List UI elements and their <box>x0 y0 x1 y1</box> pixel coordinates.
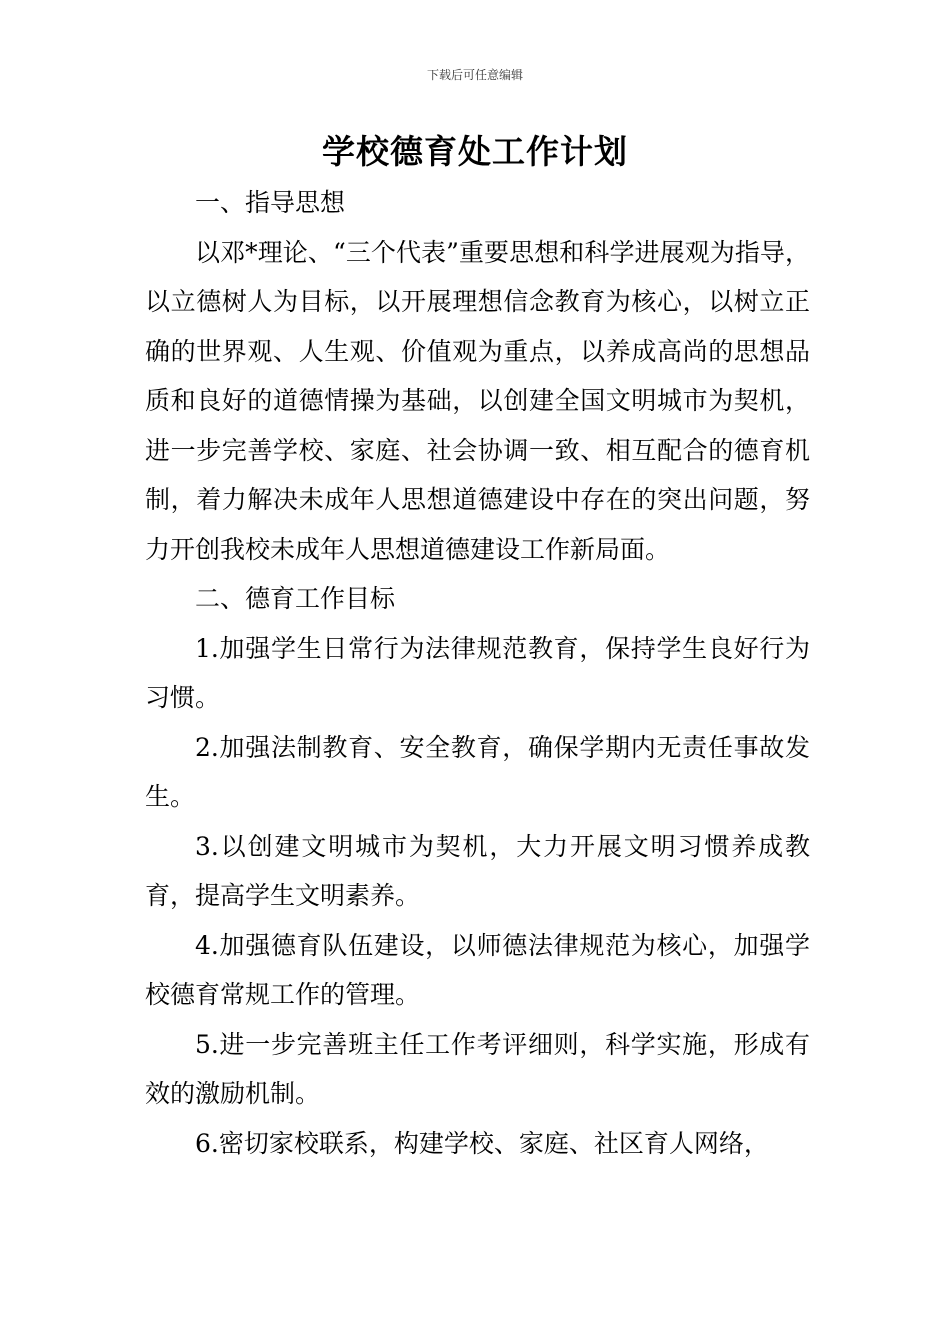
section-heading-goals: 二、德育工作目标 <box>195 584 396 613</box>
document-title: 学校德育处工作计划 <box>322 132 628 171</box>
header-note: 下载后可任意编辑 <box>426 68 523 82</box>
goal-item-4: 4.加强德育队伍建设，以师德法律规范为核心，加强学校德育常规工作的管理。 <box>145 930 810 1009</box>
section-heading-guiding-ideology: 一、指导思想 <box>195 188 346 217</box>
document-body <box>145 178 810 1168</box>
goal-item-5: 5.进一步完善班主任工作考评细则，科学实施，形成有效的激励机制。 <box>145 1029 810 1108</box>
goal-item-1: 1.加强学生日常行为法律规范教育，保持学生良好行为习惯。 <box>145 633 810 712</box>
goal-item-6: 6.密切家校联系，构建学校、家庭、社区育人网络， <box>195 1128 769 1158</box>
paragraph-guiding-ideology: 以邓*理论、“三个代表”重要思想和科学进展观为指导，以立德树人为目标，以开展理想信念教育为核心，以树立正确的世界观、人生观、价值观为重点，以养成高尚的思想品质和良好的道德情操为基础，以创建全国文明城市为契机，进一步完善学校、家庭、社会协调一致、相互配合的德育机制，着力解决未成年人思想道德建设中存在的突出问题，努力开创我校未成年人思想道德建设工作新局面。 <box>145 237 810 564</box>
goal-item-2: 2.加强法制教育、安全教育，确保学期内无责任事故发生。 <box>145 732 810 811</box>
goal-item-3: 3.以创建文明城市为契机，大力开展文明习惯养成教育，提高学生文明素养。 <box>145 831 810 910</box>
